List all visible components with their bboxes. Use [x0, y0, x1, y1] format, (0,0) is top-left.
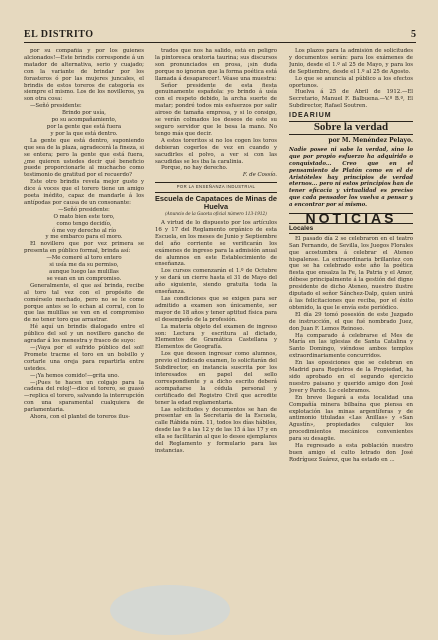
paragraph: Este otro brindis revela mejor gusto y dice á voces que el torero tiene un amigo poeta inédito, capaz de mandarle á los antípodas por causa de un consonante:	[24, 179, 144, 206]
news-item: En breve llegará a esta localidad una Compañía minera bilbaína que piensa en explotación las minas argentíferas y de antimonio tituladas «Las Anillas» y «San Agustín», propiedades culquier los procedimientos mecánicos convenientes para su desagüe.	[289, 394, 413, 443]
paragraph: Las solicitudes y documentos se han de presentar en la Secretaría de la Escuela, calle Rábida núm. 11, todos los días hábiles, desde las 9 a las 12 y de las 15 á las 17 y en ella se facilitarán al que lo desee ejemplares del Reglamento y formulario para las instancias.	[155, 406, 277, 454]
paragraph: —¡Pues te hacen un colgajo para la cadena del reloj!—dice el torero, se guasó—replica el torero, salvando la interrupción con una sparamental cualquiera de parlamentaria.	[24, 379, 144, 414]
signature: F. de Cossío.	[242, 172, 277, 179]
verse-line: si usía me da su permiso,	[49, 262, 119, 269]
paragraph: —Señó presidente:	[30, 103, 82, 110]
paper-stain	[110, 585, 230, 635]
verse-line: ó me voy derecho al río	[51, 227, 117, 234]
verse-line: —Señó presidente:	[58, 206, 110, 213]
paragraph: por su compañía y por los guienes alcionados!—Este brindis corresponde á un matador de alternativa, serio y cuajado; con la variante de brindar por los forasteros ó por las mujeres juncales, el brindis de estos toreros de categoría es siempre el mismo. Los de los novilleros, ya son otra cosa:	[24, 48, 144, 103]
page-header	[24, 22, 416, 43]
news-item: Ha comparado á celebrarse el Mes de María en las iglesias de Santa Catalina y Santo Domingo, viéndose ambos templos extraordinariamente concurridos.	[289, 332, 413, 360]
paragraph: Los que deseen ingresar como alumnos, previo el indicado examen, lo solicitarán del Subdirector, en instancia suscrita por los interesados en papel del sello correspondiente y a dicho escrito deberá acompañarse la cédula personal y certificado del Registro Civil que acredite tener la edad reglamentaria.	[155, 351, 277, 406]
paragraph: Señor presidente de esta fiesta genuinamente española: yo brindo á usía con el respeto debido, la archa suerte de matar; pondré todos mis esfuerzos por salir airoso de tamaña empresa, y si lo consigo, se verán colmados los deseos de este su seguro servidor que le besa la mano. No tengo más que decir.	[155, 82, 277, 137]
verse-line: se vean en un compromiso.	[46, 275, 122, 282]
column-2	[155, 48, 277, 636]
verse-line: y me embarco para el moro.	[45, 234, 123, 241]
school-subtitle: (Anuncio de la Gaceta oficial número 113-1912)	[165, 211, 267, 217]
paragraph: Hé aquí un brindis dialogado entre el público del sol y un novillero gancho de agradar á los menestra y frasco de suyo:	[24, 324, 144, 345]
paragraph: trados que nos ha salido, está en peligro la pintoresca oratoria taurina; sus discursos son pronunciados en prosa, ¡sin duda porque no ignoran que la forma poética está llamada á desaparecer!. Véase una muestra:	[155, 48, 277, 82]
verse-line: po su acompañamiento,	[51, 117, 117, 124]
article-author: por M. Menéndez Pelayo.	[328, 136, 413, 144]
paragraph: —¡Ya hemos comido!—grita uno.	[30, 372, 120, 379]
news-item: En las oposiciones que se celebran en Madrid para Registros de la Propiedad, ha sido aprobado en el segundo ejercicio nuestro paisano y querido amigo don José Jover y Pardo. Lo celebramos.	[289, 360, 413, 394]
article-title: Sobre la verdad	[313, 121, 389, 134]
paragraph: Lo que se anuncia al público a los efectos oportunos.	[289, 75, 413, 89]
divider	[289, 134, 413, 135]
verse-line: O mato bien este toro,	[53, 213, 115, 220]
paragraph: Las condiciones que se exigen para ser admitido a examen son únicamente, ser mayor de 18 años y tener aptitud física para el desempeño de la profesión.	[155, 296, 277, 323]
verse-line: aunque luego las mulillas	[49, 269, 119, 275]
news-item: El día 29 tomó posesión de este Juzgado de instrucción, el que fué nombrado Juez, don Juan F. Lemos Reinoso.	[289, 311, 413, 332]
news-item: Ha regresado a esta población nuestro buen amigo el culto letrado don José Rodríguez Suárez, que ha estado en ...	[289, 443, 413, 463]
paragraph: Los plazos para la admisión de solicitudes y documentos serán: para los exámenes de Junio, desde el 1.º al 25 de Mayo, y para los de Septiembre, desde el 1.º al 25 de Agosto.	[289, 48, 413, 75]
paragraph: —¡Vaya por el sufrido público del sol! Promete tracme el toro en un bolsillo y cortarle una oreja para repartirla entre ustedes.	[24, 344, 144, 372]
article-body: Nadie posee ni sabe la verdad, sino lo que por propio esfuerzo ha adquirido o conquistado... Creo que en el pensamiento de Platón como en el de Aristóteles hay principios de verdad eternos... pero ni estos principios han de tener eficacia y virtualidad es preciso que cada pensador los vuelva a pensar y a encontrar por sí mismo.	[289, 146, 413, 209]
verse-line: y por la que está dentro.	[50, 130, 118, 137]
news-heading: NOTICIAS	[289, 213, 413, 224]
column-1	[24, 48, 144, 636]
paragraph: Porque, no hay derecho.	[161, 165, 228, 172]
newspaper-title: EL DISTRITO	[24, 29, 94, 40]
paragraph: Los cursos comenzarán el 1.º de Octubre y se dará un cierre hasta el 31 de Mayo del año siguiente, siendo gratuita toda la enseñanza.	[155, 268, 277, 296]
paragraph: Generalmente, el que así brinda, recibe al toro tal vez con el propósito de comérselo mechado, pero no se le come porque antes se lo echan al corral, con lo que las mulillas se ven en el compromiso de no tener toro que arrastrar.	[24, 282, 144, 324]
paragraph: La gente que está dentro, suponiendo que sea de la plaza, agradecerá la fineza, si se entera; pero la gente que está fuera, ¿me quieren ustedes decir qué beneficio puede proporcionarle al muchacho como testimonio de gratitud por el recuerdo?	[24, 137, 144, 179]
paragraph: A estos toreritos si no los cogen los toros debieran cogerlos de vez en cuando y sacudirles el polvo, a ver si con las sacudidas se les iba la caralinia.	[155, 137, 277, 165]
verse-line: Brindo por usía,	[61, 110, 107, 117]
page-number: 5	[411, 29, 416, 40]
paragraph: La materia objeto del examen de ingreso son: Lectura y escritura al dictado, Elementos de Gramática Castellana y Elementos de Geografía.	[155, 323, 277, 351]
verse-line: por la gente que está fuera	[46, 123, 122, 130]
paragraph: El novillero que por vez primera se presenta en público formal, brinda así:	[24, 241, 144, 255]
news-item: El pasado día 2 se celebraron en el teatro San Fernando, de Sevilla, los Juegos Florales que acostumbra á celebrar el Ateneo hispalense. La extraordinaria brillantez con que se ha celebrado este año la poética fiesta que ensalza la Fe, la Patria y el Amor, débese principalmente á la gestión del digno presidente de dicho Ateneo, nuestro ilustre diputado el señor Sánchez-Dalp, quien unirá á las felicitaciones que reciba, por el éxito obtenido, la que le envía este periódico.	[289, 235, 413, 311]
section-banner: POR LA ENSEÑANZA INDUSTRIAL	[155, 182, 277, 193]
school-title: Escuela de Capataces de Minas de Huelva	[155, 194, 277, 212]
paragraph: Ahora, con el plantel de toreros ilus-	[30, 414, 130, 421]
paragraph: A virtud de lo dispuesto por los artículos 16 y 17 del Reglamento orgánico de esta Escuela, en los meses de Junio y Septiembre del año corriente se verificarán los exámenes de ingreso para la admisión anual de alumnos en este Establecimiento de enseñanza.	[155, 220, 277, 268]
locales-heading: Locales	[289, 226, 413, 234]
column-3	[289, 48, 413, 636]
paragraph: Huelva á 25 de Abril de 1912.—El Secretario, Manuel F. Balbuena.—V.º B.º, El Subdirector, Rafael Soutren.	[289, 89, 413, 110]
section-label: IDEARIUM	[289, 113, 413, 122]
verse-line: —Me comeré al toro entero	[46, 255, 122, 262]
verse-line: como tengo decidío,	[56, 220, 112, 227]
